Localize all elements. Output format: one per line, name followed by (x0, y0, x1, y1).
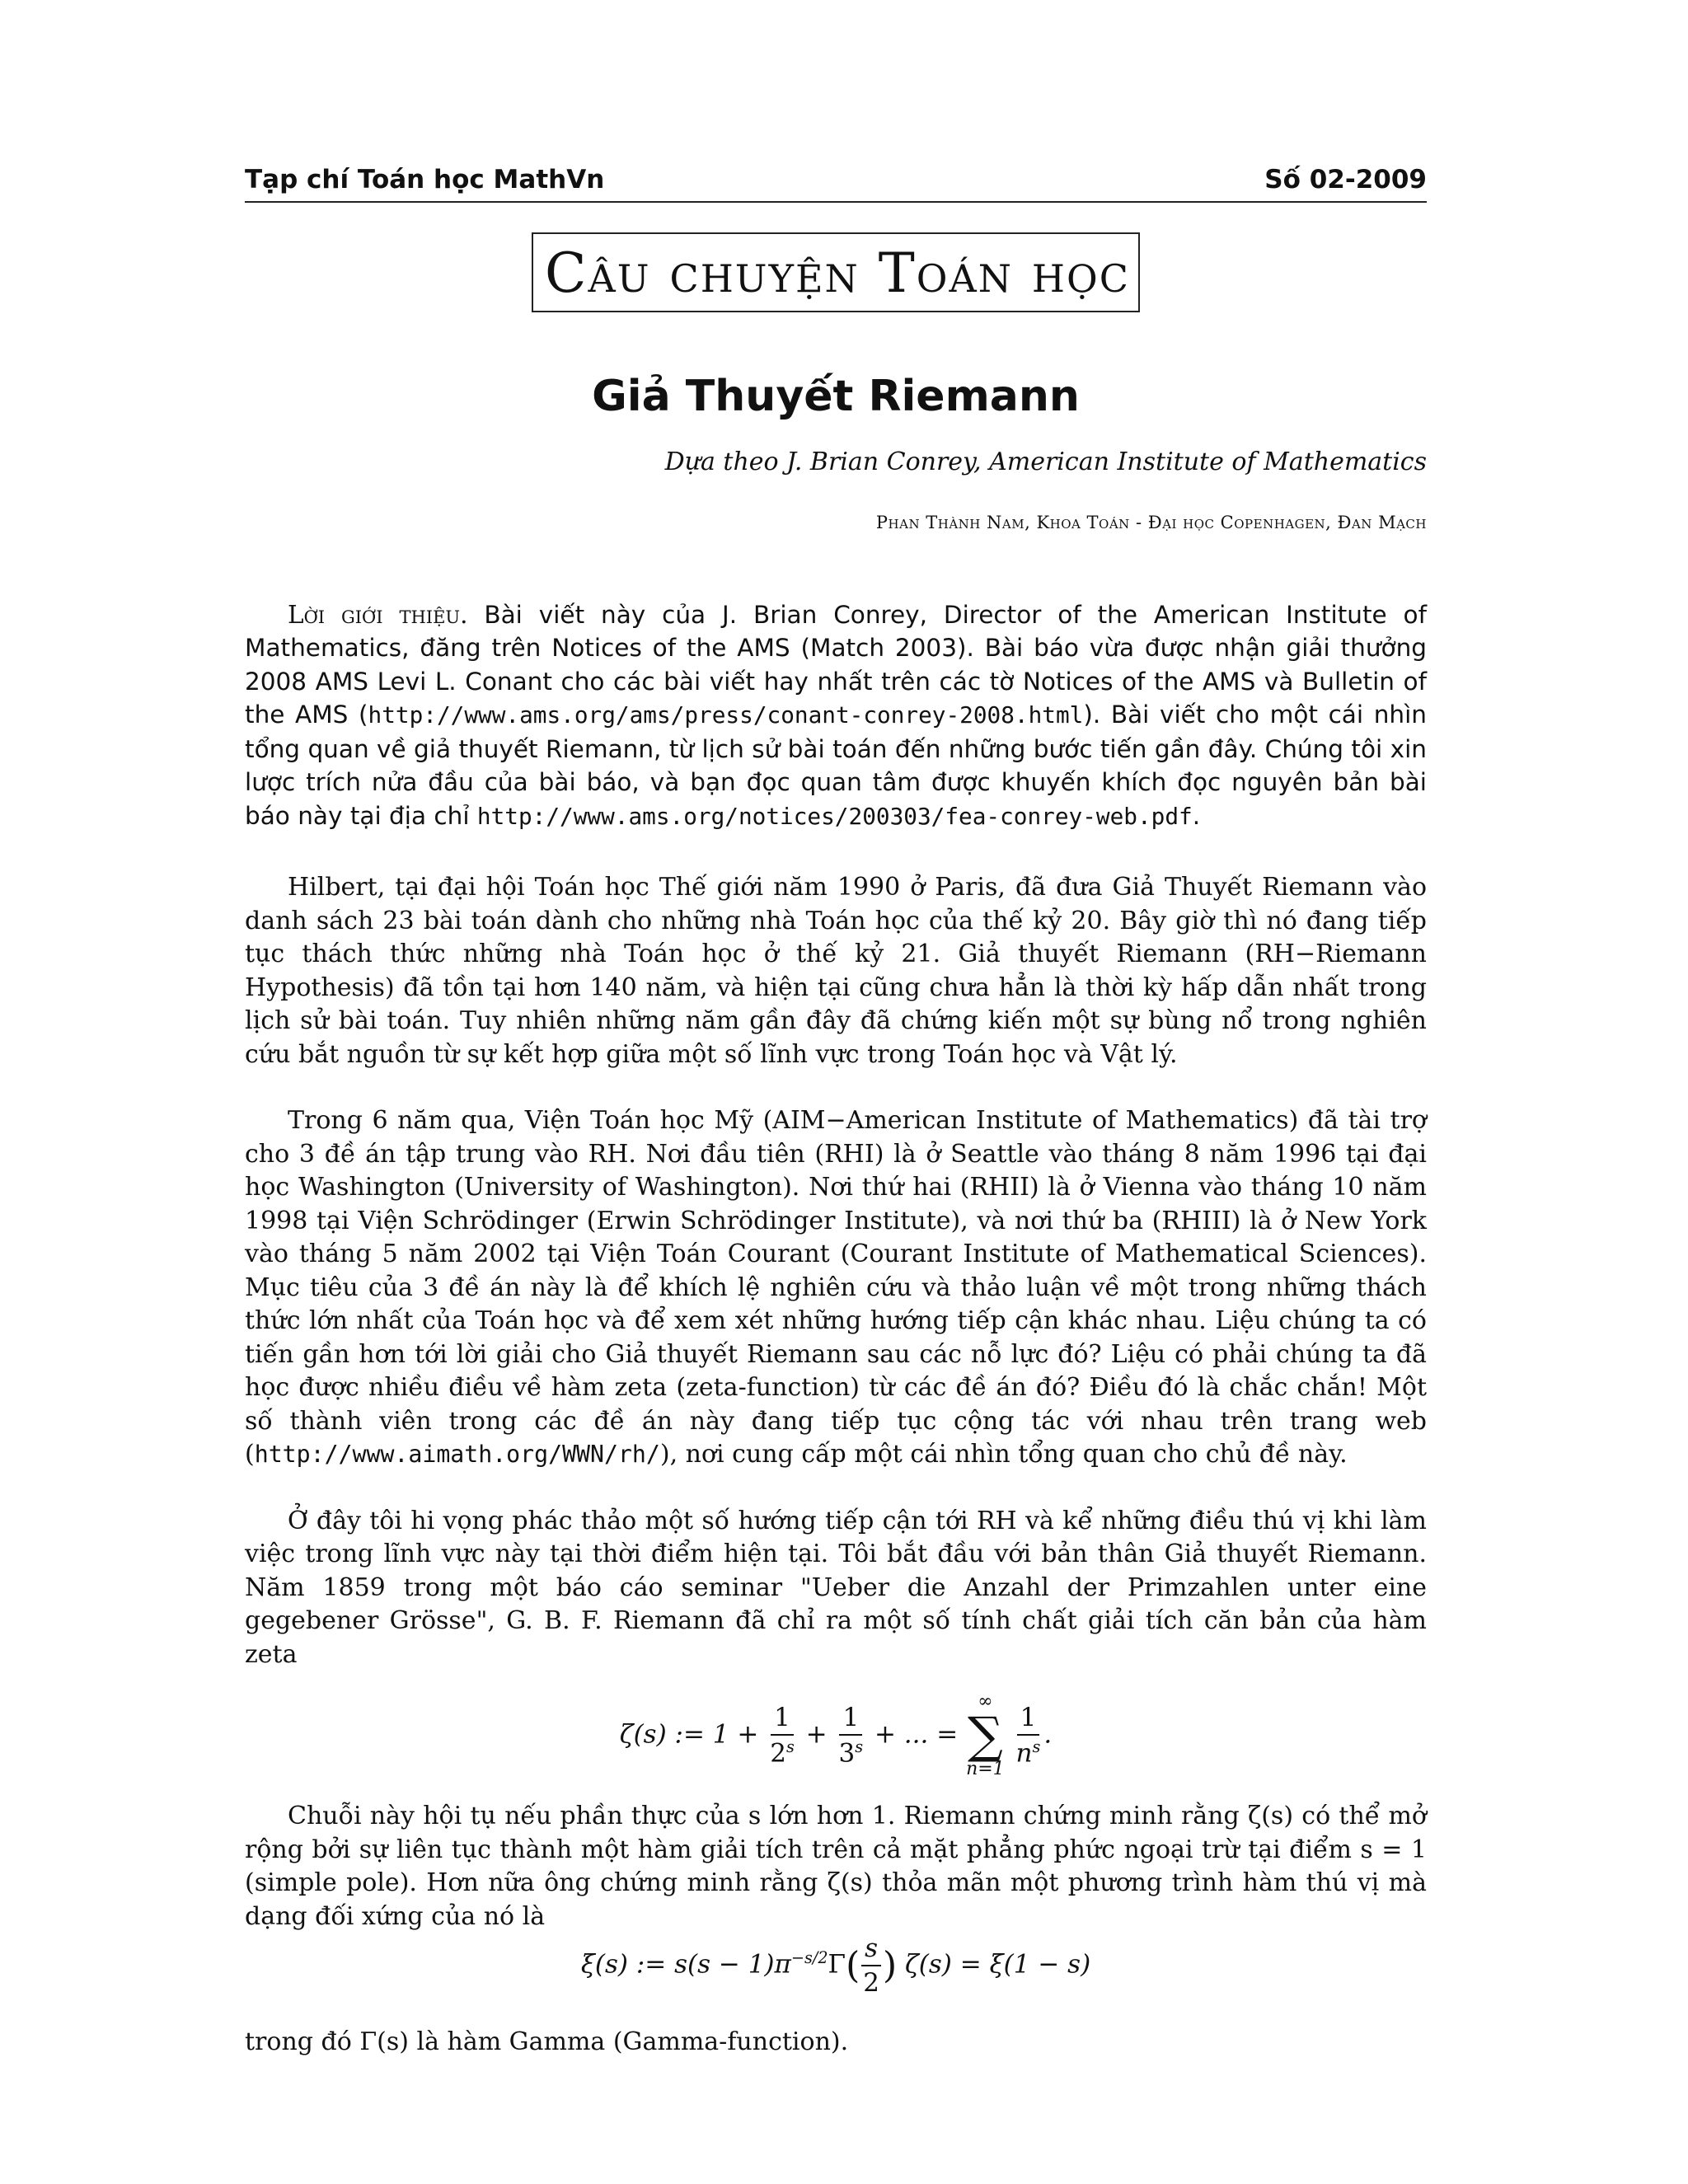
intro-link-1[interactable]: http://www.ams.org/ams/press/conant-conrey-2008.html (368, 701, 1084, 729)
fraction-1-over-3s (836, 1703, 867, 1768)
numerator: 1 (1017, 1703, 1040, 1736)
issue-number: Số 02-2009 (1264, 165, 1427, 194)
period: . (1043, 1719, 1053, 1750)
fraction-1-over-ns (1013, 1703, 1044, 1768)
article-title: Giả Thuyết Riemann (592, 371, 1080, 421)
exponent: s (855, 1737, 864, 1757)
plus-sign: + (805, 1719, 828, 1750)
numerator: 1 (771, 1703, 794, 1736)
intro-link-2[interactable]: http://www.ams.org/notices/200303/fea-conrey-web.pdf (476, 802, 1193, 830)
section-title: Câu chuyện Toán học (532, 232, 1140, 312)
sum-lower: n=1 (966, 1759, 1005, 1780)
paragraph-riemann-1859: Ở đây tôi hi vọng phác thảo một số hướng tiếp cận tới RH và kể những điều thú vị khi làm việc trong lĩnh vực này tại thời điểm hiện tại. Tôi bắt đầu với bản thân Giả thuyết Riemann. Năm 1859 trong một báo cáo seminar "Ueber die Anzahl der Primzahlen unter eine gegebener Grösse", G. B. F. Riemann đã chỉ ra một số tính chất giải tích căn bản của hàm zeta (245, 1506, 1427, 1669)
gamma-symbol: Γ (828, 1949, 846, 1980)
paragraph-aim-text-a: Trong 6 năm qua, Viện Toán học Mỹ (AIM−American Institute of Mathematics) đã tài trợ cho 3 đề án tập trung vào RH. Nơi đầu tiên (RHI) là ở Seattle vào tháng 8 năm 1996 tại đại học Washington (University of Washington). Nơi thứ hai (RHII) là ở Vienna vào tháng 10 năm 1998 tại Viện Schrödinger (Erwin Schrödinger Institute), và nơi thứ ba (RHIII) là ở New York vào tháng 5 năm 2002 tại Viện Toán Courant (Courant Institute of Mathematical Sciences). Mục tiêu của 3 đề án này là để khích lệ nghiên cứu và thảo luận về một trong những thách thức lớn nhất của Toán học và để xem xét những hướng tiếp cận khác nhau. Liệu chúng ta có tiến gần hơn tới lời giải cho Giả thuyết Riemann sau các nỗ lực đó? Liệu có phải chúng ta đã học được nhiều điều về hàm zeta (zeta-function) từ các đề án đó? Điều đó là chắc chắn! Một số thành viên trong các đề án này đang tiếp tục cộng tác với nhau trên trang web ( (245, 1106, 1427, 1469)
zeta-lhs: ζ(s) := 1 + (619, 1719, 759, 1750)
exponent: s (785, 1737, 795, 1757)
denominator (767, 1736, 798, 1768)
paragraph-aim-text-b: ), nơi cung cấp một cái nhìn tổng quan cho chủ đề này. (659, 1440, 1348, 1469)
aim-link[interactable]: http://www.aimath.org/WWN/rh/ (254, 1441, 660, 1469)
zeta-equation (245, 1693, 1427, 1785)
document-page (245, 165, 1427, 2060)
base: 2 (770, 1738, 786, 1769)
intro-text-3: . (1192, 801, 1201, 830)
summation (966, 1693, 1005, 1779)
intro-paragraph (245, 598, 1427, 834)
paragraph-gamma: trong đó Γ(s) là hàm Gamma (Gamma-function). (245, 2027, 849, 2057)
section-banner (245, 232, 1427, 312)
denominator (1013, 1736, 1044, 1768)
fraction-s-over-2 (860, 1933, 883, 1998)
running-header (245, 165, 1427, 203)
exponent: s (1032, 1737, 1041, 1757)
paragraph-hilbert: Hilbert, tại đại hội Toán học Thế giới năm 1990 ở Paris, đã đưa Giả Thuyết Riemann vào danh sách 23 bài toán dành cho những nhà Toán học của thế kỷ 20. Bây giờ thì nó đang tiếp tục thách thức những nhà Toán học ở thế kỷ 21. Giả thuyết Riemann (RH−Riemann Hypothesis) đã tồn tại hơn 140 năm, và hiện tại cũng chưa hẳn là thời kỳ hấp dẫn nhất trong lịch sử bài toán. Tuy nhiên những năm gần đây đã chứng kiến một sự bùng nổ trong nghiên cứu bắt nguồn từ sự kết hợp giữa một số lĩnh vực trong Toán học và Vật lý. (245, 873, 1427, 1069)
intro-label: Lời giới thiệu. (288, 600, 468, 629)
denominator: 2 (863, 1968, 879, 1999)
journal-name: Tạp chí Toán học MathVn (245, 165, 605, 194)
sum-upper: ∞ (978, 1691, 993, 1713)
paragraph-aim (245, 1104, 1427, 1472)
numerator: 1 (839, 1703, 862, 1736)
pi-exponent: −s/2 (790, 1948, 828, 1968)
numerator: s (861, 1933, 881, 1966)
intro-text-1: Bài viết này của J. Brian Conrey, Director of the American Institute of Mathematics, đăng trên Notices of the AMS (Match 2003). Bài báo vừa được nhận giải thưởng 2008 AMS Levi L. Conant cho các bài viết hay nhất trên các tờ Notices of the AMS và Bulletin of the AMS ( (245, 600, 1427, 729)
xi-rhs: ζ(s) = ξ(1 − s) (905, 1949, 1091, 1980)
paragraph-continuation: Chuỗi này hội tụ nếu phần thực của s lớn hơn 1. Riemann chứng minh rằng ζ(s) có thể mở rộng bởi sự liên tục thành một hàm giải tích trên cả mặt phẳng phức ngoại trừ tại điểm s = 1 (simple pole). Hơn nữa ông chứng minh rằng ζ(s) thỏa mãn một phương trình hàm thú vị mà dạng đối xứng của nó là (245, 1802, 1427, 1931)
intro-text-2: ). Bài viết cho một cái nhìn tổng quan về giả thuyết Riemann, từ lịch sử bài toán đến những bước tiến gần đây. Chúng tôi xin lược trích nửa đầu của bài báo, và bạn đọc quan tâm được khuyến khích đọc nguyên bản bài báo này tại địa chỉ (245, 701, 1427, 830)
base: n (1015, 1738, 1033, 1769)
xi-equation: ξ(s) := $s(s - 1)\pi^{-s/2}\Gamma$( $\frac{s}{2}$ ) ζ(s) = ξ(1 − s) (580, 1933, 1091, 1999)
base: 3 (838, 1738, 856, 1769)
xi-lhs: ξ(s) := s(s − 1)π (580, 1949, 791, 1980)
denominator (836, 1736, 867, 1768)
sum-symbol: ∑ (967, 1707, 1003, 1765)
article-source: Dựa theo J. Brian Conrey, American Institute of Mathematics (664, 447, 1427, 476)
translator-credit: Phan Thành Nam, Khoa Toán - Đại học Copenhagen, Đan Mạch (875, 512, 1427, 532)
dots-equals: + ... = (874, 1719, 959, 1750)
fraction-1-over-2s (767, 1703, 798, 1768)
